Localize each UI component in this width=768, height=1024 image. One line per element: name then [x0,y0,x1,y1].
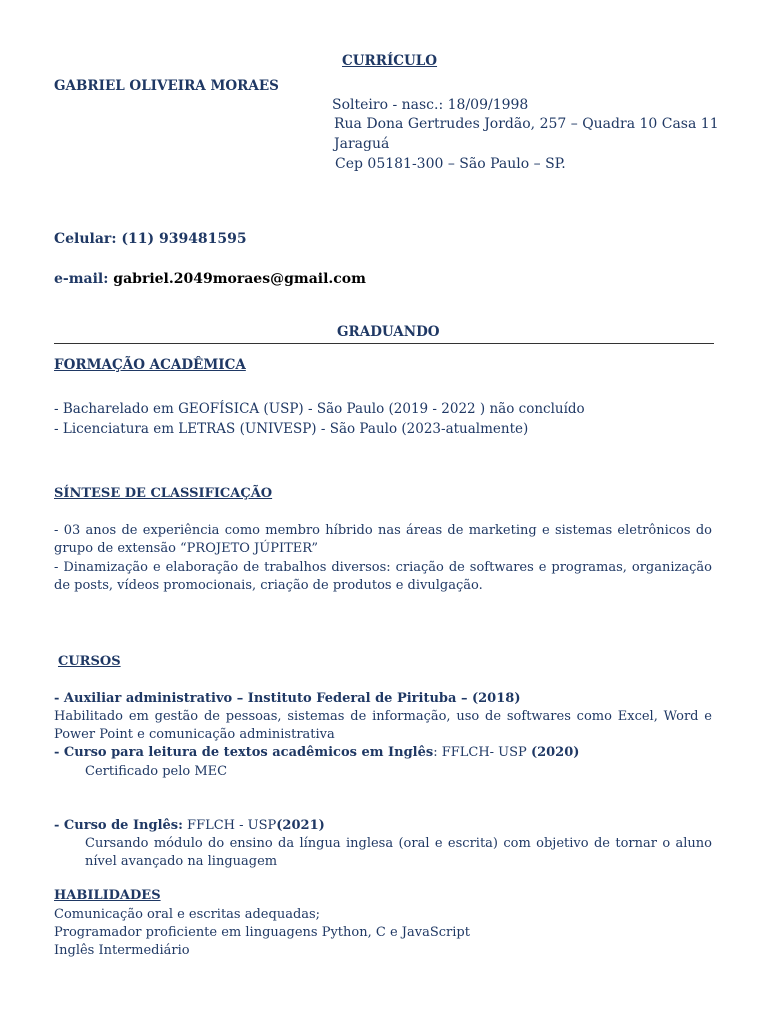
email-label: e-mail: [54,271,109,287]
curso-3-title: Curso de Inglês: [63,818,183,833]
habilidade-item-1: Comunicação oral e escritas adequadas; [54,907,321,922]
section-divider [54,343,714,344]
phone-value: (11) 939481595 [121,231,247,247]
curso-1-title: Auxiliar administrativo – Instituto Federal de Pirituba – (2018) [63,691,521,706]
email-line [54,271,366,287]
curso-3-year: (2021) [276,818,325,833]
curso-1-title-line [54,690,520,708]
curso-2-prefix: - [54,745,64,760]
habilidade-item-2: Programador proficiente em linguagens Python, C e JavaScript [54,925,470,940]
personal-status-birth: Solteiro - nasc.: 18/09/1998 [332,97,529,113]
curso-1-prefix: - [54,691,64,706]
sintese-heading: SÍNTESE DE CLASSIFICAÇÃO [54,486,273,501]
phone-label: Celular: [54,231,117,247]
address-street: Rua Dona Gertrudes Jordão, 257 – Quadra 10 Casa 11 [334,116,719,132]
curso-3-institution: FFLCH - USP [182,818,277,833]
candidate-name: GABRIEL OLIVEIRA MORAES [54,78,279,94]
address-cep-city: Cep 05181-300 – São Paulo – SP. [335,156,566,172]
formacao-item-1: - Bacharelado em GEOFÍSICA (USP) - São Paulo (2019 - 2022 ) não concluído [54,401,585,417]
page-title: CURRÍCULO [342,53,438,69]
address-district: Jaraguá [334,136,390,152]
sintese-item-1: - 03 anos de experiência como membro híbrido nas áreas de marketing e sistemas eletrônicos do grupo de extensão “PROJETO JÚPITER” [54,523,712,556]
curso-2-desc: Certificado pelo MEC [85,764,228,779]
sintese-item-2: - Dinamização e elaboração de trabalhos diversos: criação de softwares e programas, organização de posts, vídeos promocionais, criação de produtos e divulgação. [54,560,712,593]
curso-1-desc: Habilitado em gestão de pessoas, sistemas de informação, uso de softwares como Excel, Word e Power Point e comunicação administrativa [54,709,712,742]
curso-2-title-line [54,744,579,762]
curso-3-title-line [54,817,325,835]
curso-2-year: (2020) [530,745,580,760]
curso-3-desc: Cursando módulo do ensino da língua inglesa (oral e escrita) com objetivo de tornar o aluno nível avançado na linguagem [85,836,712,869]
curso-3-prefix: - [54,818,64,833]
formacao-heading: FORMAÇÃO ACADÊMICA [54,357,246,373]
habilidades-heading: HABILIDADES [54,888,161,903]
curso-2-institution: : FFLCH- USP [433,745,531,760]
email-value: gabriel.2049moraes@gmail.com [113,271,366,287]
habilidade-item-3: Inglês Intermediário [54,943,190,958]
curso-2-title: Curso para leitura de textos acadêmicos em Inglês [63,745,434,760]
status-heading: GRADUANDO [337,324,440,340]
formacao-item-2: - Licenciatura em LETRAS (UNIVESP) - São Paulo (2023-atualmente) [54,421,529,437]
phone-line [54,231,247,247]
cursos-heading: CURSOS [58,654,121,669]
